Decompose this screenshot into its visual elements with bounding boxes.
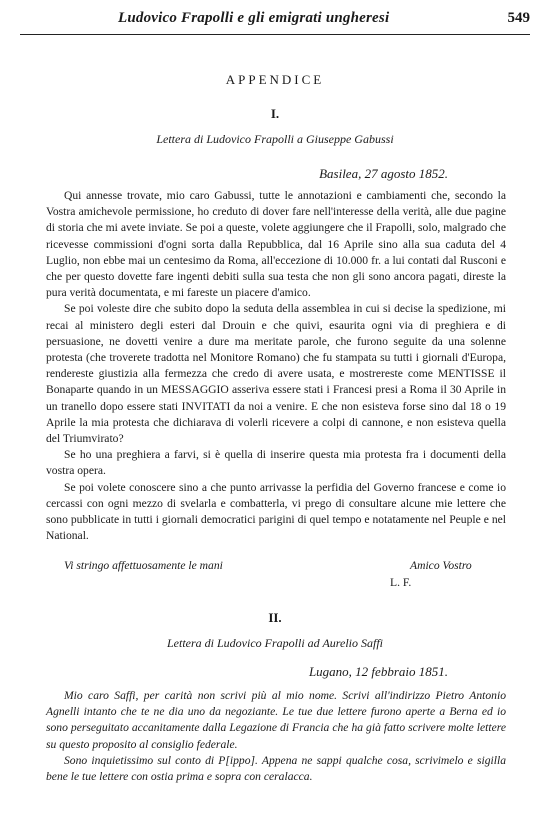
letter-1-dateline: Basilea, 27 agosto 1852. xyxy=(319,166,448,181)
page-number: 549 xyxy=(507,10,530,26)
running-title: Ludovico Frapolli e gli emigrati ungheresi xyxy=(118,10,390,26)
sign-off: Amico Vostro xyxy=(410,559,472,572)
letter-1-body xyxy=(46,188,506,544)
letter-1-paragraph: Qui annesse trovate, mio caro Gabussi, tutte le annotazioni e cambiamenti che, secondo la Vostra amichevole permissione, ho creduto di dover fare nell'interesse della verità, alle due pagine di storia che mi avete inviate. Se poi a queste, volete aggiungere che il Frapolli, solo, malgrado che ricevesse commissioni d'ogni sorta dalla Repubblica, dal 16 Aprile sino alla sua caduta del 4 Luglio, non ebbe mai un centesimo da Roma, all'eccezione di 10.000 fr. a lui contati dal Rusconi e che per questo dovette fare ingenti debiti sulla sua testa che non gli sono ancora pagati, direste la pura verità documentata, e mi fareste un piacere d'amico. xyxy=(46,189,506,300)
letter-2-title: Lettera di Ludovico Frapolli ad Aurelio Saffi xyxy=(167,636,383,650)
closing-salutation: Vi stringo affettuosamente le mani xyxy=(64,559,223,572)
page-header xyxy=(20,8,530,35)
letter-1-paragraph: Se poi voleste dire che subito dopo la seduta della assemblea in cui si decise la spedizione, mi recai al ministero degli esteri dal Drouin e che quivi, esaurita ogni via di preghiera e di persuasione, ne dovetti venire a dure ma meritate parole, che furono seguite da una solenne protesta (che troverete tradotta nel Monitore Romano) che fu stampata su tutti i giornali d'Europa, rendereste giustizia alla fermezza che credo di avere usata, e mostrereste come MENTISSE il Bonaparte quando in un MESSAGGIO asseriva essere stati i Francesi presi a Roma il 30 Aprile in un tranello dopo essere stati INVITATI da noi a venire. E che non esisteva forse sino dal 18 o 19 Aprile la mia protesta che dichiarava di volerli ricevere a colpi di cannone, e non esisteva quella del Triumvirato? xyxy=(46,302,506,446)
appendix-heading: APPENDICE xyxy=(225,72,325,87)
letter-1-paragraph: Se ho una preghiera a farvi, si è quella di inserire questa mia protesta fra i documenti della vostra opera. xyxy=(46,448,506,478)
signature-initials: L. F. xyxy=(390,576,412,589)
letter-2-body xyxy=(46,688,506,785)
letter-2-dateline: Lugano, 12 febbraio 1851. xyxy=(308,664,448,679)
letter-1-number: I. xyxy=(270,106,280,121)
letter-2-paragraph: Sono inquietissimo sul conto di P[ippo]. Appena ne sappi qualche cosa, scrivimelo e sigilla bene le tue lettere con ostia prima e sopra con ceralacca. xyxy=(46,753,506,784)
letter-2-paragraph: Mio caro Saffi, per carità non scrivi più al mio nome. Scrivi all'indirizzo Pietro Antonio Agnelli intanto che te ne dia uno da negoziante. Le tue due lettere furono aperte a Berna ed io sono perseguitato accanitamente dalla Legazione di Francia che ha già fatto scrivere molte lettere su questo proposito al consiglio federale. xyxy=(46,689,506,751)
letter-2-number: II. xyxy=(268,610,282,625)
letter-1-title: Lettera di Ludovico Frapolli a Giuseppe Gabussi xyxy=(156,132,394,146)
letter-1-paragraph: Se poi volete conoscere sino a che punto arrivasse la perfidia del Governo francese e come io cercassi con ogni mezzo di svelarla e combatterla, vi prego di consultare alcune mie lettere che sono pubblicate in tutti i giornali democratici parigini di quel tempo e notatamente nel Peuple e nel National. xyxy=(46,480,506,543)
